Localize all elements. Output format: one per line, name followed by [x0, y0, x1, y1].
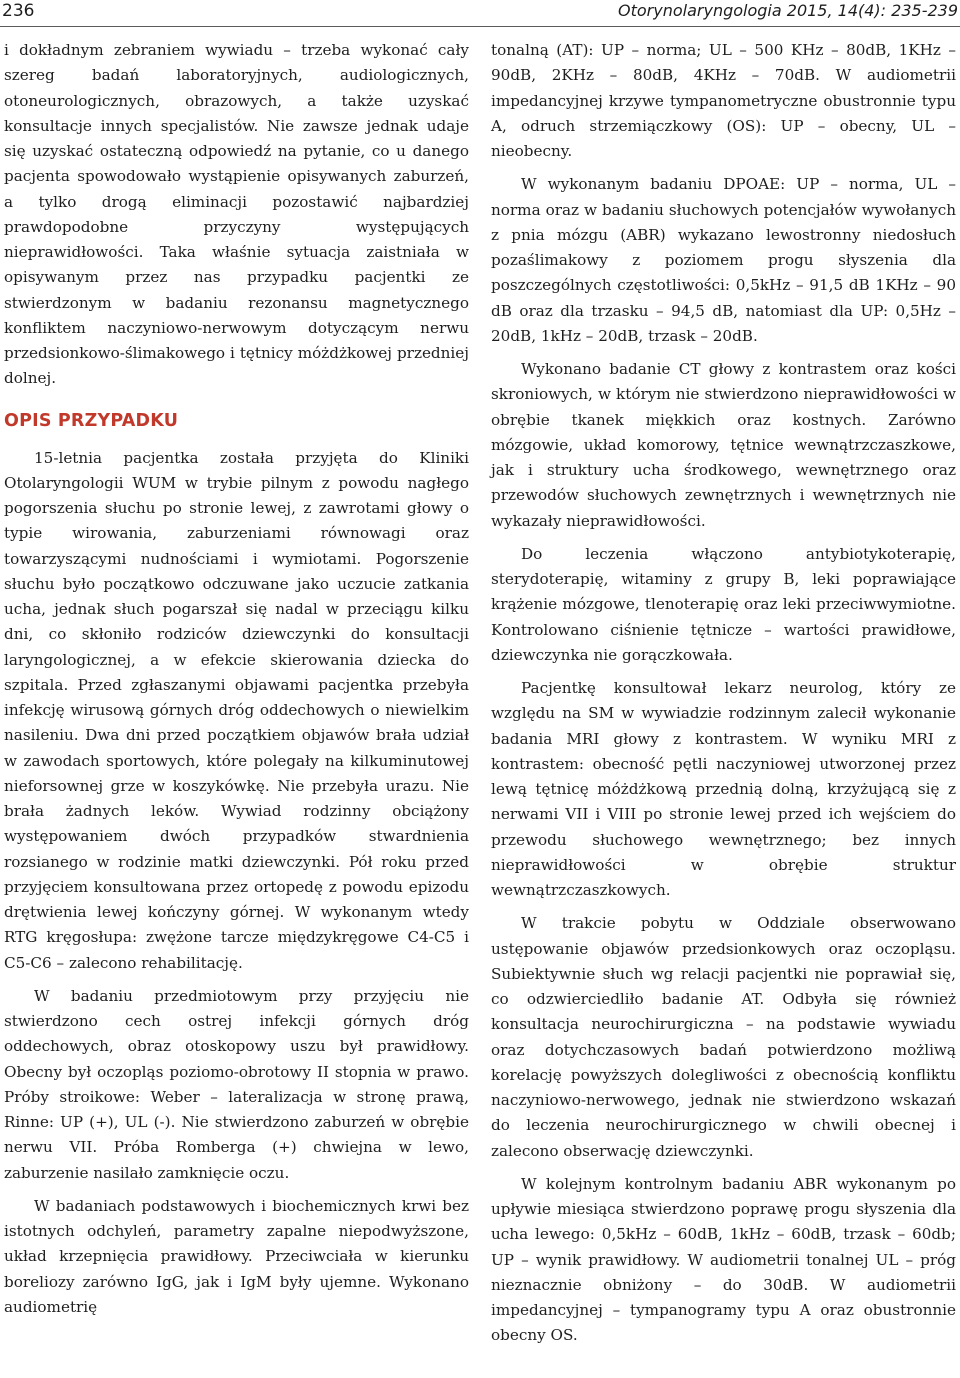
continuation-paragraph: tonalną (AT): UP – norma; UL – 500 KHz – 80dB, 1KHz – 90dB, 2KHz – 80dB, 4KHz – 70dB. W audiometrii impedancyjnej krzywe tympanometryczne obustronnie typu A, odruch strzemiączkowy (OS): UP – obecny, UL – nieobecny.: [491, 41, 956, 160]
right-column: [491, 38, 956, 1357]
page-number: 236: [2, 1, 35, 21]
body-paragraph: Wykonano badanie CT głowy z kontrastem oraz kości skroniowych, w którym nie stwierdzono nieprawidłowości w obrębie tkanek miękkich oraz kostnych. Zarówno mózgowie, układ komorowy, tętnice wewnątrzczaszkowe, jak i struktury ucha środkowego, wewnętrznego oraz przewodów słuchowych zewnętrznych i wewnętrznych nie wykazały nieprawidłowości.: [491, 360, 956, 530]
body-paragraph: Pacjentkę konsultował lekarz neurolog, który ze względu na SM w wywiadzie rodzinnym zalecił wykonanie badania MRI głowy z kontrastem. W wyniku MRI z kontrastem: obecność pętli naczyniowej utworzonej przez lewą tętnicę móżdżkową przednią dolną, krzyżującą się z nerwami VII i VIII po stronie lewej przed ich wejściem do przewodu słuchowego wewnętrznego; bez innych nieprawidłowości w obrębie struktur wewnątrzczaszkowych.: [491, 679, 956, 899]
body-paragraph: W kolejnym kontrolnym badaniu ABR wykonanym po upływie miesiąca stwierdzono poprawę progu słyszenia dla ucha lewego: 0,5kHz – 60dB, 1kHz – 60dB, trzask – 60db; UP – wynik prawidłowy. W audiometrii tonalnej UL – próg nieznacznie obniżony – do 30dB. W audiometrii impedancyjnej – tympanogramy typu A oraz obustronnie obecny OS.: [491, 1174, 956, 1345]
section-title-case-report: OPIS PRZYPADKU: [4, 410, 179, 431]
intro-paragraph: i dokładnym zebraniem wywiadu – trzeba wykonać cały szereg badań laboratoryjnych, audiologicznych, otoneurologicznych, obrazowych, a także uzyskać konsultacje innych specjalistów. Nie zawsze jednak udaje się uzyskać ostateczną odpowiedź na pytanie, co u danego pacjenta spowodowało wystąpienie opisywanych zaburzeń, a tylko drogą eliminacji pozostawić najbardziej prawdopodobne przyczyny występujących nieprawidłowości. Taka właśnie sytuacja zaistniała w opisywanym przez nas przypadku pacjentki ze stwierdzonym w badaniu rezonansu magnetycznego konfliktem naczyniowo-nerwowym dotyczącym nerwu przedsionkowo-ślimakowego i tętnicy móżdżkowej przedniej dolnej.: [4, 41, 469, 388]
running-header: [0, 0, 960, 27]
body-paragraph: W wykonanym badaniu DPOAE: UP – norma, UL – norma oraz w badaniu słuchowych potencjałów wywołanych z pnia mózgu (ABR) wykazano lewostronny niedosłuch pozaślimakowy z poziomem progu słyszenia dla poszczególnych częstotliwości: 0,5kHz – 91,5 dB 1KHz – 90 dB oraz dla trzasku – 94,5 dB, natomiast dla UP: 0,5Hz – 20dB, 1kHz – 20dB, trzask – 20dB.: [491, 175, 956, 345]
body-paragraph: W badaniu przedmiotowym przy przyjęciu nie stwierdzono cech ostrej infekcji górnych dróg oddechowych, obraz otoskopowy uszu był prawidłowy. Obecny był oczopląs poziomo-obrotowy II stopnia w prawo. Próby stroikowe: Weber – lateralizacja w stronę prawą, Rinne: UP (+), UL (-). Nie stwierdzono zaburzeń w obrębie nerwu VII. Próba Romberga (+) chwiejna w lewo, zaburzenie nasilało zamknięcie oczu.: [4, 986, 469, 1182]
body-paragraph: W badaniach podstawowych i biochemicznych krwi bez istotnych odchyleń, parametry zapalne niepodwyższone, układ krzepnięcia prawidłowy. Przeciwciała w kierunku boreliozy zarówno IgG, jak i IgM były ujemne. Wykonano audiometrię: [4, 1196, 469, 1316]
journal-citation: Otorynolaryngologia 2015, 14(4): 235-239: [618, 1, 958, 20]
left-column: [4, 38, 469, 1328]
body-paragraph: 15-letnia pacjentka została przyjęta do Kliniki Otolaryngologii WUM w trybie pilnym z powodu nagłego pogorszenia słuchu po stronie lewej, z zawrotami głowy o typie wirowania, zaburzeniami równowagi oraz towarzyszącymi nudnościami i wymiotami. Pogorszenie słuchu było początkowo odczuwane jako uczucie zatkania ucha, jednak słuch pogarszał się nadal w przeciągu kilku dni, co skłoniło rodziców dziewczynki do konsultacji laryngologicznej, a w efekcie skierowania dziecka do szpitala. Przed zgłaszanymi objawami pacjentka przebyła infekcję wirusową górnych dróg oddechowych o niewielkim nasileniu. Dwa dni przed początkiem objawów brała udział w zawodach sportowych, które polegały na kilkuminutowej nieforsownej grze w koszykówkę. Nie przebyła urazu. Nie brała żadnych leków. Wywiad rodzinny obciążony występowaniem dwóch przypadków stwardnienia rozsianego w rodzinie matki dziewczynki. Pół roku przed przyjęciem konsultowana przez ortopedę z powodu epizodu drętwienia lewej kończyny górnej. W wykonanym wtedy RTG kręgosłupa: zwężone tarcze międzykręgowe C4-C5 i C5-C6 – zalecono rehabilitację.: [4, 448, 469, 972]
body-paragraph: W trakcie pobytu w Oddziale obserwowano ustępowanie objawów przedsionkowych oraz oczopląsu. Subiektywnie słuch wg relacji pacjentki nie poprawiał się, co odzwierciedliło badanie AT. Odbyła się również konsultacja neurochirurgiczna – na podstawie wywiadu oraz dotychczasowych badań potwierdzono możliwą korelację powyższych dolegliwości z obecnością konfliktu naczyniowo-nerwowego, jednak nie stwierdzono wskazań do leczenia neurochirurgicznego w chwili obecnej i zalecono obserwację dziewczynki.: [491, 914, 956, 1160]
body-paragraph: Do leczenia włączono antybiotykoterapię, sterydoterapię, witaminy z grupy B, leki poprawiające krążenie mózgowe, tlenoterapię oraz leki przeciwwymiotne. Kontrolowano ciśnienie tętnicze – wartości prawidłowe, dziewczynka nie gorączkowała.: [491, 544, 956, 664]
